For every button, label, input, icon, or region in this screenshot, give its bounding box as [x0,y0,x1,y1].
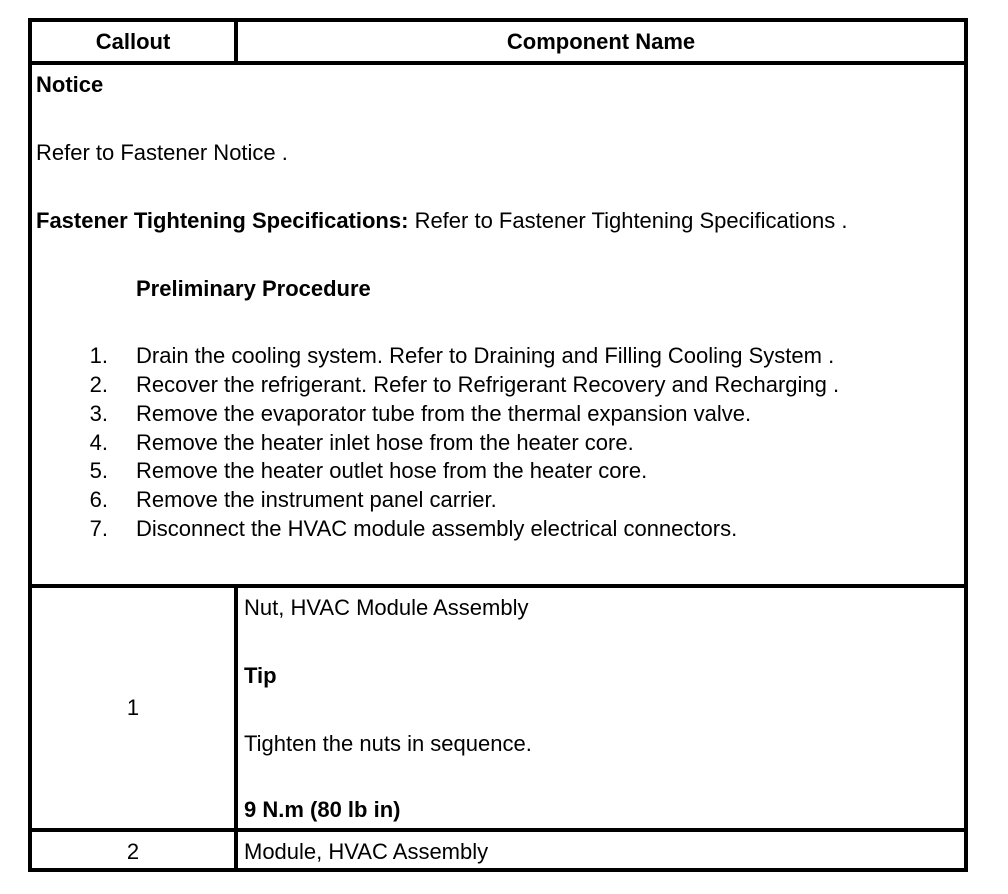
header-component-name: Component Name [506,28,696,54]
notice-title: Notice [36,72,104,97]
step-text: Recover the refrigerant. Refer to Refrigerant Recovery and Recharging . [136,372,840,397]
step-number: 3. [89,401,108,426]
step-number: 5. [89,458,108,483]
fastener-spec-label: Fastener Tightening Specifications: [36,208,409,233]
tip-title: Tip [244,663,277,688]
step-text: Remove the evaporator tube from the thermal expansion valve. [136,401,752,426]
callout-cell: 1 [32,588,238,828]
step-text: Drain the cooling system. Refer to Draining and Filling Cooling System . [136,343,835,368]
step-text: Remove the heater outlet hose from the heater core. [136,458,648,483]
notice-section [32,65,964,588]
fastener-spec-text: Refer to Fastener Tightening Specifications . [414,208,848,233]
step-number: 6. [89,487,108,512]
header-callout: Callout [32,22,238,61]
preliminary-procedure-title: Preliminary Procedure [136,276,371,301]
step-number: 7. [89,516,108,541]
table-row [32,832,964,872]
torque-spec: 9 N.m (80 lb in) [244,797,401,822]
step-number: 1. [89,343,108,368]
component-cell [238,588,964,828]
table-row [32,588,964,832]
fastener-spec-line [36,208,847,234]
fastener-notice-text: Refer to Fastener Notice . [36,140,288,165]
step-text: Remove the heater inlet hose from the heater core. [136,430,634,455]
callout-cell: 2 [32,832,238,872]
tip-text: Tighten the nuts in sequence. [244,731,532,756]
component-cell [238,832,964,872]
table-header-row [32,22,964,65]
component-table [28,18,968,872]
step-text: Remove the instrument panel carrier. [136,487,497,512]
component-name: Nut, HVAC Module Assembly [244,595,529,620]
step-number: 2. [89,372,108,397]
step-text: Disconnect the HVAC module assembly electrical connectors. [136,516,738,541]
component-name: Module, HVAC Assembly [244,839,489,864]
step-number: 4. [89,430,108,455]
